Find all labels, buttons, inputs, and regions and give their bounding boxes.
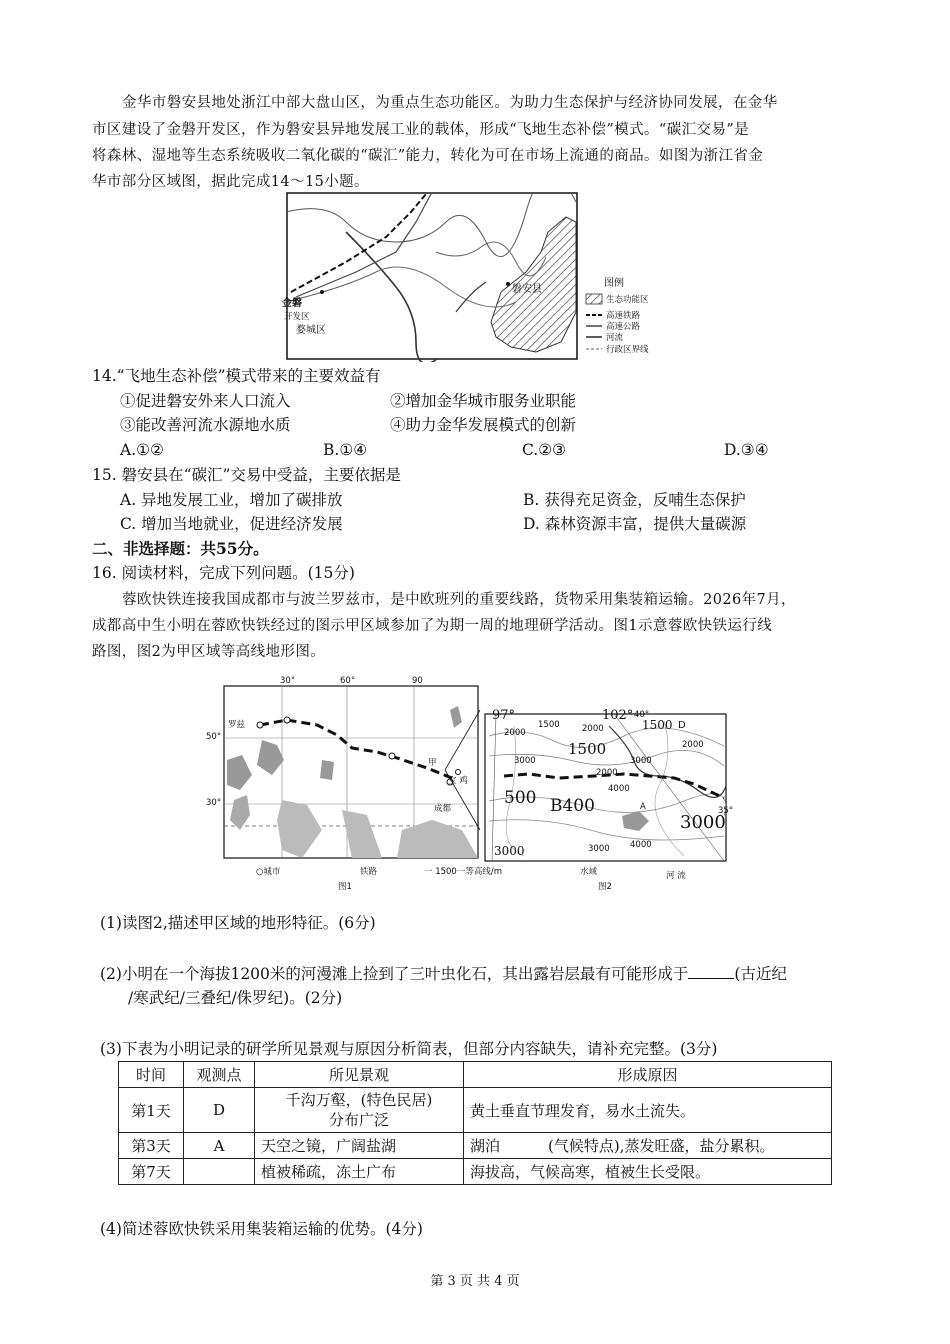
fig2-lat-35: 35°	[718, 806, 734, 816]
sub-question-2	[100, 962, 860, 986]
q15-stem: 15. 磐安县在“碳汇”交易中受益，主要依据是	[92, 466, 401, 484]
contour-3000: 3000	[630, 756, 652, 766]
city-point	[284, 717, 290, 723]
sub-question-4: (4)简述蓉欧快铁采用集装箱运输的优势。(4分)	[100, 1220, 423, 1238]
contour-4000: 4000	[608, 784, 630, 794]
sub-question-2-line2: /寒武纪/三叠纪/侏罗纪)。(2分)	[128, 989, 343, 1007]
fig1-lon-30: 30°	[280, 676, 296, 686]
fig1-lon-90: 90	[412, 676, 423, 686]
table-cell-line: 分布广泛	[328, 1111, 389, 1129]
legend-rail: 高速铁路	[606, 311, 641, 321]
table-row	[119, 1088, 832, 1133]
table-row	[119, 1159, 832, 1185]
table-cell: 第3天	[119, 1133, 184, 1159]
fig2-lat-40: 40°	[634, 710, 650, 720]
q14-choice-c[interactable]: C.②③	[522, 441, 567, 459]
q16-stem: 16. 阅读材料，完成下列问题。(15分)	[92, 564, 355, 582]
q14-choice-d[interactable]: D.③④	[724, 441, 769, 459]
contour-3000: 3000	[514, 756, 536, 766]
fig1-lon-60: 60°	[340, 676, 356, 686]
contour-b400-large: B400	[550, 796, 595, 816]
table-cell-line: 千沟万壑，(特色民居)	[285, 1091, 433, 1109]
legend-boundary: 行政区界线	[606, 345, 649, 355]
q14-stem: 14.“飞地生态补偿”模式带来的主要效益有	[92, 367, 381, 385]
sub-question-1: (1)读图2,描述甲区域的地形特征。(6分)	[100, 914, 376, 932]
q15-choice-a[interactable]: A. 异地发展工业，增加了碳排放	[120, 491, 343, 509]
contour-1500-large: 1500	[568, 740, 607, 758]
contour-2000: 2000	[582, 724, 604, 734]
label-wucheng: 婺城区	[296, 325, 326, 336]
q14-option-2: ②增加金华城市服务业职能	[390, 392, 577, 410]
table-header-row	[119, 1062, 832, 1088]
fig1-lat-50: 50°	[206, 732, 222, 742]
legend-contour: 一 1500一等高线/m	[424, 867, 502, 877]
intro-line-3: 将森林、湿地等生态系统吸收二氧化碳的“碳汇”能力，转化为可在市场上流通的商品。如图为浙江省金	[92, 148, 764, 164]
legend-water: 水域	[580, 867, 598, 877]
sub-question-2-part1: (2)小明在一个海拔1200米的河漫滩上捡到了三叶虫化石，其出露岩层最有可能形成于	[100, 965, 689, 983]
label-a: A	[640, 802, 646, 812]
figure-2-caption: 图2	[598, 882, 612, 892]
fig2-lon-102: 102°	[602, 708, 634, 723]
figure-1-caption: 图1	[338, 882, 352, 892]
city-luozi	[257, 722, 263, 728]
q14-option-1: ①促进磐安外来人口流入	[120, 392, 291, 410]
table-cell	[255, 1088, 464, 1133]
fig2-lon-97: 97°	[492, 708, 516, 723]
table-row	[119, 1133, 832, 1159]
q16-material-2: 成都高中生小明在蓉欧快铁经过的图示甲区域参加了为期一周的地理研学活动。图1示意蓉欧快铁运行线	[92, 618, 773, 634]
city-point	[389, 753, 395, 759]
route-map-svg	[222, 680, 482, 862]
table-cell: D	[184, 1088, 255, 1133]
fig1-label-jia: 甲	[428, 758, 437, 768]
intro-line-4: 华市部分区域图，据此完成14～15小题。	[92, 174, 369, 190]
contour-2000: 2000	[682, 740, 704, 750]
research-notes-table	[118, 1061, 832, 1185]
fig1-label-luozi: 罗兹	[228, 720, 246, 730]
figure-1-route-map	[206, 676, 482, 862]
contour-500-large: 500	[504, 788, 537, 808]
contour-3000: 3000	[588, 844, 610, 854]
fig1-label-baoji: 宝 鸡	[448, 776, 468, 786]
fig1-lat-30: 30°	[206, 798, 222, 808]
figure-2-contour-map	[484, 706, 732, 863]
contour-1500: 1500	[538, 720, 560, 730]
table-cell	[464, 1133, 832, 1159]
contour-3000-large: 3000	[680, 812, 726, 833]
water-body	[320, 760, 334, 780]
table-header: 所见景观	[255, 1062, 464, 1088]
sub-question-2-part2: (古近纪	[734, 965, 787, 983]
answer-blank[interactable]	[688, 964, 734, 979]
table-cell: 第7天	[119, 1159, 184, 1185]
page-footer: 第 3 页 共 4 页	[430, 1274, 520, 1289]
intro-line-2: 市区建设了金磐开发区，作为磐安县异地发展工业的载体，形成“飞地生态补偿”模式。“碳汇交易”是	[92, 122, 750, 138]
reason-part1: 湖泊	[470, 1137, 501, 1155]
legend-eco: 生态功能区	[606, 295, 649, 305]
answer-cell[interactable]	[184, 1159, 255, 1185]
table-header: 形成原因	[464, 1062, 832, 1088]
legend-city: ○城市	[256, 867, 281, 877]
table-cell: A	[184, 1133, 255, 1159]
legend-river: 河 流	[666, 871, 686, 881]
legend-road: 高速公路	[606, 322, 641, 332]
city-point	[506, 282, 510, 286]
label-jinpan: 金磐	[282, 298, 302, 309]
reason-part2: (气候特点),蒸发旺盛，盐分累积。	[548, 1137, 775, 1155]
label-d: D	[678, 720, 686, 731]
table-cell: 第1天	[119, 1088, 184, 1133]
contour-2000: 2000	[504, 728, 526, 738]
q15-choice-b[interactable]: B. 获得充足资金，反哺生态保护	[523, 491, 746, 509]
legend-swatch-eco	[586, 294, 602, 304]
q16-material-3: 路图，图2为甲区域等高线地形图。	[92, 644, 326, 660]
label-kaifaqu: 开发区	[284, 312, 310, 322]
table-header: 时间	[119, 1062, 184, 1088]
table-cell: 天空之镜，广阔盐湖	[255, 1133, 464, 1159]
label-panan: 磐安县	[512, 284, 542, 295]
contour-4000: 4000	[630, 840, 652, 850]
contour-1500: 1500	[642, 718, 673, 732]
q16-material-1: 蓉欧快铁连接我国成都市与波兰罗兹市，是中欧班列的重要线路，货物采用集装箱运输。2026年7月，	[122, 592, 796, 608]
intro-line-1: 金华市磐安县地处浙江中部大盘山区，为重点生态功能区。为助力生态保护与经济协同发展，在金华	[122, 95, 778, 111]
legend-title: 图例	[604, 278, 624, 289]
sub-question-3: (3)下表为小明记录的研学所见景观与原因分析简表，但部分内容缺失，请补充完整。(3分)	[100, 1040, 718, 1058]
fig1-label-chengdu: 成都	[434, 804, 452, 814]
legend-railway: 铁路	[360, 867, 378, 877]
legend-river: 河流	[606, 333, 624, 343]
q14-option-3: ③能改善河流水源地水质	[120, 416, 291, 434]
table-cell: 植被稀疏，冻土广布	[255, 1159, 464, 1185]
contour-2000: 2000	[596, 768, 618, 778]
city-point	[320, 290, 324, 294]
jinhua-map	[282, 192, 676, 362]
contour-3000: 3000	[494, 844, 525, 858]
table-header: 观测点	[184, 1062, 255, 1088]
q14-option-4: ④助力金华发展模式的创新	[390, 416, 577, 434]
table-cell: 黄土垂直节理发育，易水土流失。	[464, 1088, 832, 1133]
q14-choice-b[interactable]: B.①④	[323, 441, 368, 459]
section-heading: 二、非选择题：共55分。	[92, 539, 269, 558]
q15-choice-c[interactable]: C. 增加当地就业，促进经济发展	[120, 515, 343, 533]
q14-choice-a[interactable]: A.①②	[120, 441, 164, 459]
table-cell: 海拔高，气候高寒，植被生长受限。	[464, 1159, 832, 1185]
q15-choice-d[interactable]: D. 森林资源丰富，提供大量碳源	[523, 515, 747, 533]
